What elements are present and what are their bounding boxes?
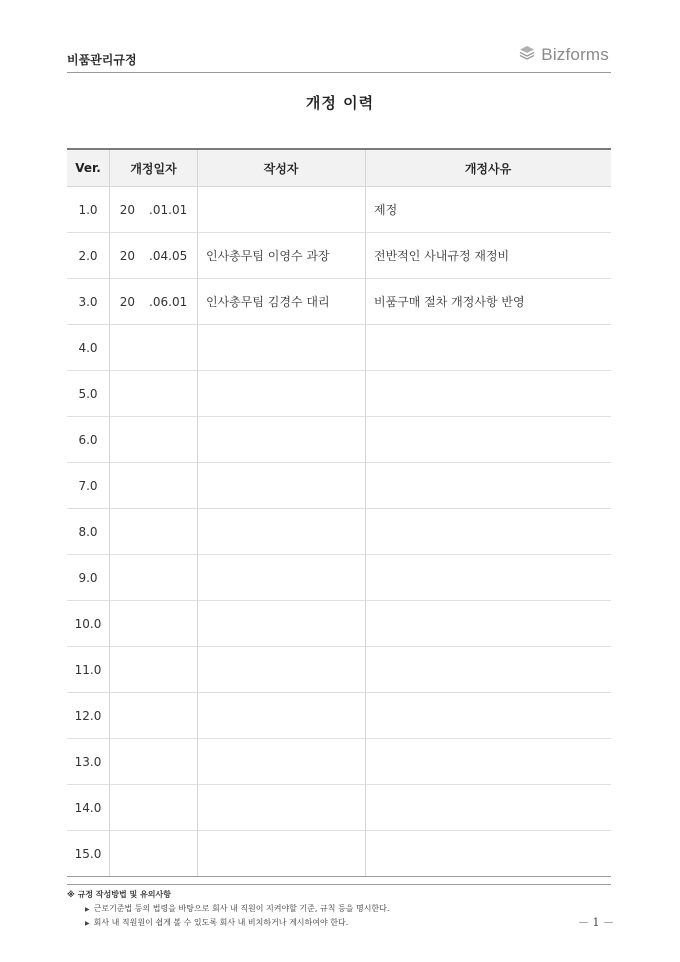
table-row	[67, 325, 611, 371]
cell-version: 7.0	[67, 463, 110, 509]
date-year: 20	[119, 248, 136, 263]
table-row	[67, 371, 611, 417]
cell-version: 13.0	[67, 739, 110, 785]
date-month-day: .06.01	[149, 294, 188, 309]
date-month-day: .01.01	[149, 202, 188, 217]
date-year: 20	[119, 202, 136, 217]
cell-reason	[366, 509, 612, 555]
triangle-bullet-icon: ▶	[85, 920, 90, 927]
cell-author	[198, 187, 366, 233]
guidelines-notes	[67, 884, 611, 930]
cell-version: 15.0	[67, 831, 110, 877]
cell-reason	[366, 601, 612, 647]
cell-reason	[366, 785, 612, 831]
column-header-author: 작성자	[198, 149, 366, 187]
table-row	[67, 831, 611, 877]
cell-version: 11.0	[67, 647, 110, 693]
cell-version: 12.0	[67, 693, 110, 739]
table-row	[67, 601, 611, 647]
table-header-row	[67, 149, 611, 187]
cell-author	[198, 739, 366, 785]
cell-version: 2.0	[67, 233, 110, 279]
cell-author: 인사총무팀 이영수 과장	[198, 233, 366, 279]
cell-author	[198, 693, 366, 739]
table-row	[67, 785, 611, 831]
table-row	[67, 555, 611, 601]
cell-version: 1.0	[67, 187, 110, 233]
cell-date	[110, 371, 198, 417]
table-row	[67, 509, 611, 555]
document-title: 비품관리규정	[67, 53, 137, 67]
cell-author	[198, 831, 366, 877]
cell-reason	[366, 831, 612, 877]
cell-version: 14.0	[67, 785, 110, 831]
page-header	[67, 44, 611, 73]
cell-date	[110, 233, 198, 279]
cell-date	[110, 463, 198, 509]
cell-version: 4.0	[67, 325, 110, 371]
column-header-reason: 개정사유	[366, 149, 612, 187]
cell-version: 10.0	[67, 601, 110, 647]
logo-text: Bizforms	[541, 45, 609, 64]
triangle-bullet-icon: ▶	[85, 906, 90, 913]
cell-author	[198, 555, 366, 601]
note-text: 근로기준법 등의 법령을 바탕으로 회사 내 직원이 지켜야할 기준, 규칙 등을 명시한다.	[93, 904, 390, 913]
cell-reason	[366, 739, 612, 785]
date-value	[120, 249, 187, 263]
date-month-day: .04.05	[149, 248, 188, 263]
cell-author	[198, 601, 366, 647]
table-row	[67, 279, 611, 325]
cell-reason	[366, 693, 612, 739]
cell-author	[198, 509, 366, 555]
table-row	[67, 187, 611, 233]
cell-date	[110, 187, 198, 233]
cell-date	[110, 279, 198, 325]
date-value	[120, 203, 187, 217]
cell-date	[110, 693, 198, 739]
revision-history-table	[67, 148, 611, 877]
cell-date	[110, 417, 198, 463]
cell-version: 6.0	[67, 417, 110, 463]
cell-reason	[366, 325, 612, 371]
cell-reason: 제정	[366, 187, 612, 233]
table-row	[67, 739, 611, 785]
cell-date	[110, 555, 198, 601]
cell-author	[198, 417, 366, 463]
bizforms-logo	[518, 44, 609, 66]
note-item	[67, 916, 611, 930]
cell-date	[110, 325, 198, 371]
date-year: 20	[119, 294, 136, 309]
cell-reason	[366, 647, 612, 693]
cell-version: 8.0	[67, 509, 110, 555]
cell-version: 9.0	[67, 555, 110, 601]
table-row	[67, 233, 611, 279]
cell-reason	[366, 417, 612, 463]
page-number: － 1 －	[578, 916, 614, 929]
column-header-ver: Ver.	[67, 149, 110, 187]
cell-reason: 전반적인 사내규정 재정비	[366, 233, 612, 279]
cell-author	[198, 463, 366, 509]
table-row	[67, 647, 611, 693]
cell-author: 인사총무팀 김경수 대리	[198, 279, 366, 325]
page-heading: 개정 이력	[305, 94, 375, 112]
table-row	[67, 693, 611, 739]
cell-date	[110, 509, 198, 555]
cell-reason	[366, 463, 612, 509]
cell-date	[110, 739, 198, 785]
cell-reason	[366, 555, 612, 601]
cell-reason	[366, 371, 612, 417]
note-item	[67, 902, 611, 916]
note-text: 회사 내 직원원이 쉽게 볼 수 있도록 회사 내 비치하거나 게시하여야 한다.	[93, 918, 349, 927]
date-value	[120, 295, 187, 309]
stacked-layers-icon	[518, 44, 536, 66]
table-row	[67, 463, 611, 509]
cell-version: 5.0	[67, 371, 110, 417]
notes-title: ※ 규정 작성방법 및 유의사항	[67, 890, 171, 899]
column-header-date: 개정일자	[110, 149, 198, 187]
cell-author	[198, 325, 366, 371]
cell-date	[110, 647, 198, 693]
cell-author	[198, 785, 366, 831]
cell-reason: 비품구매 절차 개정사항 반영	[366, 279, 612, 325]
cell-date	[110, 831, 198, 877]
cell-author	[198, 647, 366, 693]
cell-author	[198, 371, 366, 417]
cell-date	[110, 785, 198, 831]
table-row	[67, 417, 611, 463]
cell-date	[110, 601, 198, 647]
cell-version: 3.0	[67, 279, 110, 325]
